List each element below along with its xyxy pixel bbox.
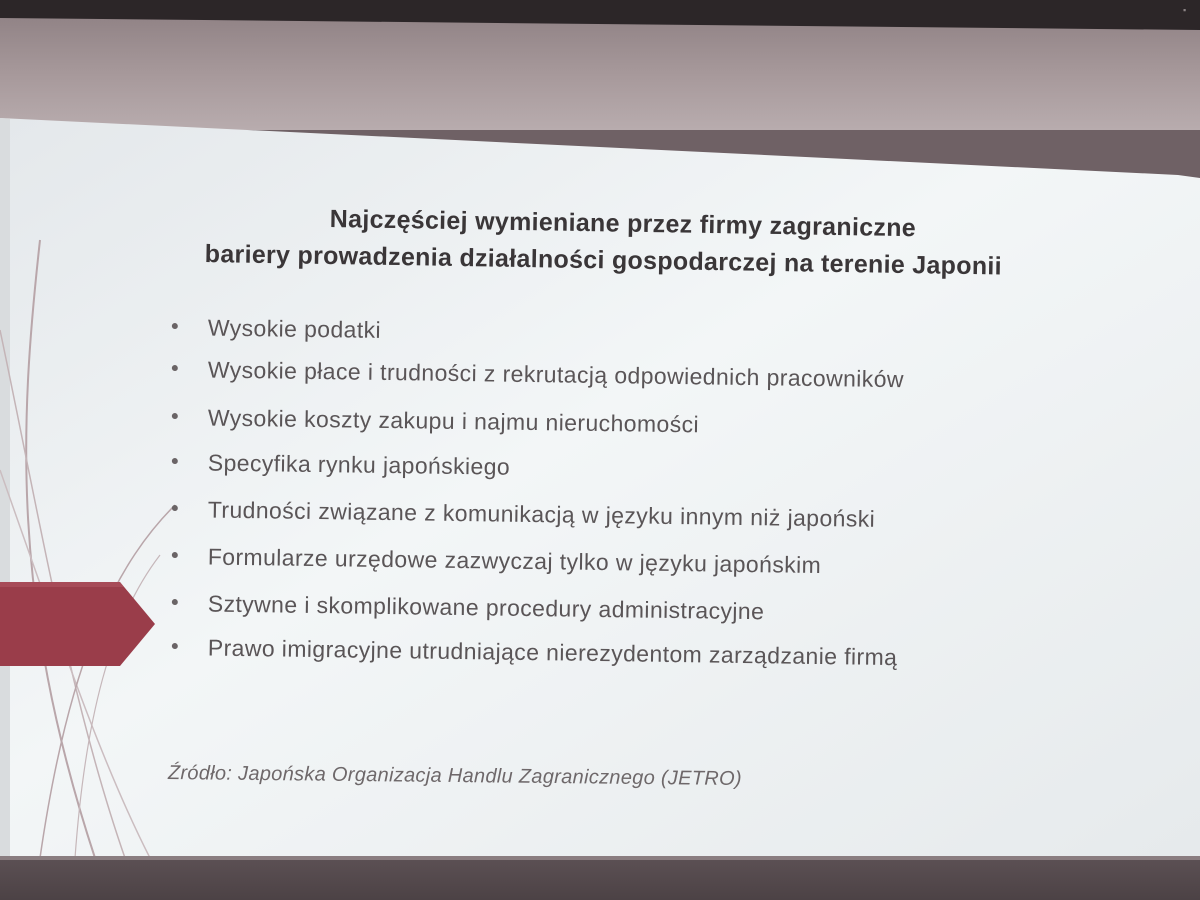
bullet-dot-icon <box>172 413 178 419</box>
bullet-text: Sztywne i skomplikowane procedury administracyjne <box>207 590 765 625</box>
bullet-text: Wysokie płace i trudności z rekrutacją odpowiednich pracowników <box>207 356 905 393</box>
bullet-item <box>172 496 876 533</box>
bullet-item <box>172 356 904 393</box>
bullet-dot-icon <box>172 599 178 605</box>
bullet-text: Wysokie podatki <box>207 314 382 343</box>
bullet-dot-icon <box>172 552 178 558</box>
bullet-item <box>172 543 822 579</box>
bullet-dot-icon <box>172 505 178 511</box>
bullet-item <box>172 314 382 344</box>
bullet-item <box>172 634 898 671</box>
bullet-text: Trudności związane z komunikacją w języku innym niż japoński <box>207 496 876 532</box>
bullet-text: Prawo imigracyjne utrudniające nierezydentom zarządzanie firmą <box>207 634 898 671</box>
corner-mark-icon: ▪ <box>1183 5 1187 15</box>
bullet-dot-icon <box>172 643 178 649</box>
slide-title-line-2: bariery prowadzenia działalności gospodarczej na terenie Japonii <box>204 240 1003 281</box>
bullet-item <box>172 590 765 625</box>
bullet-text: Specyfika rynku japońskiego <box>207 449 511 480</box>
source-citation: Źródło: Japońska Organizacja Handlu Zagranicznego (JETRO) <box>167 762 742 791</box>
bullet-dot-icon <box>172 365 178 371</box>
slide-title-line-1: Najczęściej wymieniane przez firmy zagraniczne <box>329 205 917 243</box>
bullet-dot-icon <box>172 323 178 329</box>
bullet-item <box>172 449 511 481</box>
bullet-text: Wysokie koszty zakupu i najmu nieruchomości <box>207 404 700 438</box>
bullet-item <box>172 404 700 438</box>
bullet-text: Formularze urzędowe zazwyczaj tylko w języku japońskim <box>207 543 822 579</box>
bullet-dot-icon <box>172 458 178 464</box>
